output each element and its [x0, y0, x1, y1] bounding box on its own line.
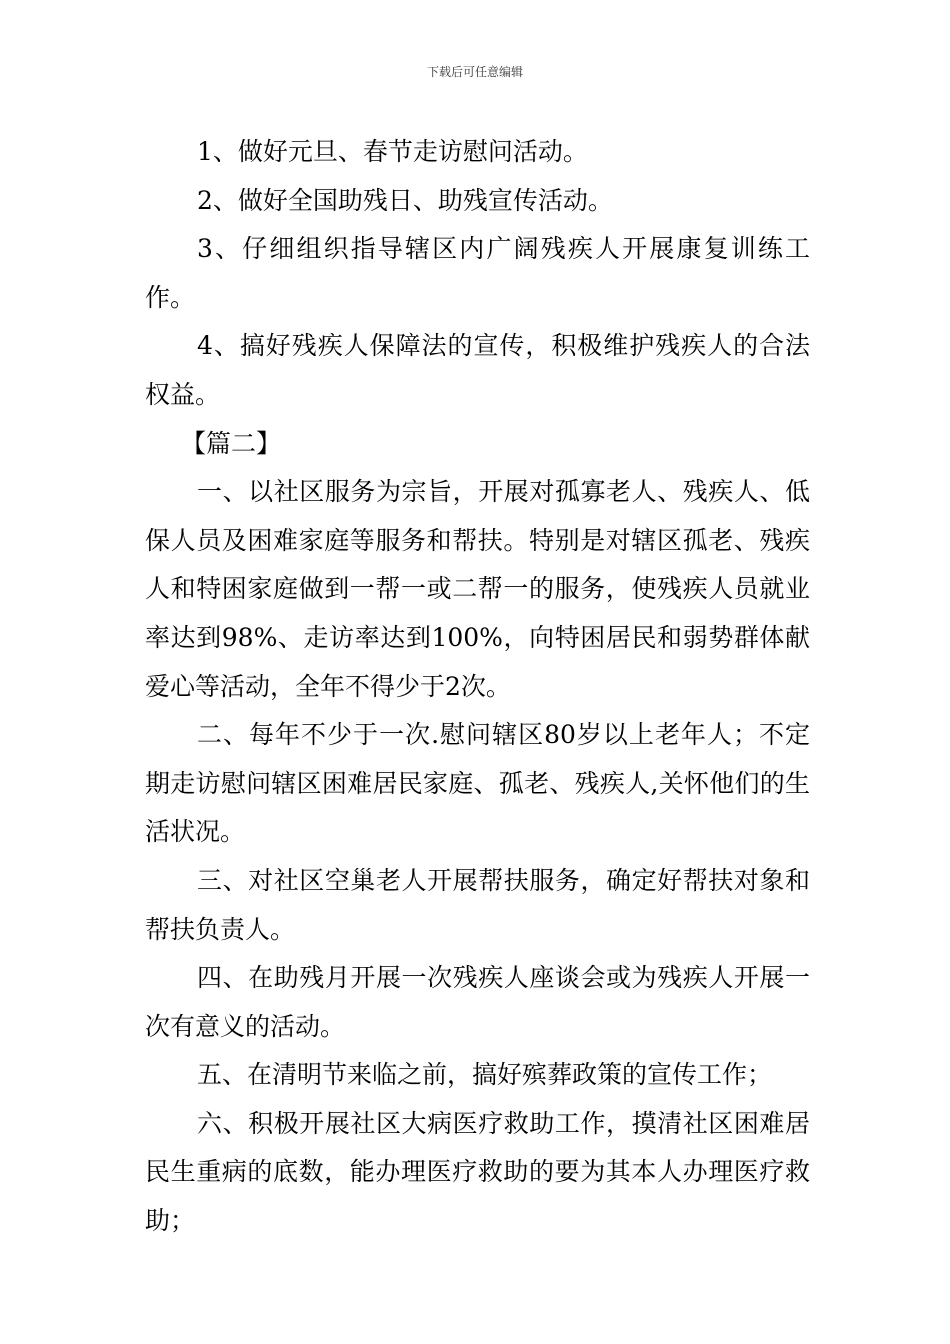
paragraph-4: 4、搞好残疾人保障法的宣传，积极维护残疾人的合法权益。	[145, 331, 810, 409]
paragraph-10: 六、积极开展社区大病医疗救助工作，摸清社区困难居民生重病的底数，能办理医疗救助的要为其本人办理医疗救助；	[145, 1108, 810, 1236]
paragraph-7: 三、对社区空巢老人开展帮扶服务，确定好帮扶对象和帮扶负责人。	[145, 865, 810, 944]
paragraph-5: 一、以社区服务为宗旨，开展对孤寡老人、残疾人、低保人员及困难家庭等服务和帮扶。特别是对辖区孤老、残疾人和特困家庭做到一帮一或二帮一的服务，使残疾人员就业率达到98%、走访率达到100%，向特困居民和弱势群体献爱心等活动，全年不得少于2次。	[145, 477, 810, 701]
paragraph-1: 1、做好元旦、春节走访慰问活动。	[197, 137, 588, 166]
paragraph-2: 2、做好全国助残日、助残宣传活动。	[197, 185, 613, 215]
paragraph-6: 二、每年不少于一次.慰问辖区80岁以上老年人；不定期走访慰问辖区困难居民家庭、孤老、残疾人,关怀他们的生活状况。	[145, 720, 810, 847]
document-body	[145, 128, 810, 1246]
paragraph-8: 四、在助残月开展一次残疾人座谈会或为残疾人开展一次有意义的活动。	[145, 963, 810, 1041]
paragraph-3: 3、仔细组织指导辖区内广阔残疾人开展康复训练工作。	[145, 234, 810, 312]
page-header: 下载后可任意编辑	[426, 65, 523, 79]
section-heading: 【篇二】	[181, 428, 282, 458]
paragraph-9: 五、在清明节来临之前，搞好殡葬政策的宣传工作；	[197, 1060, 773, 1090]
